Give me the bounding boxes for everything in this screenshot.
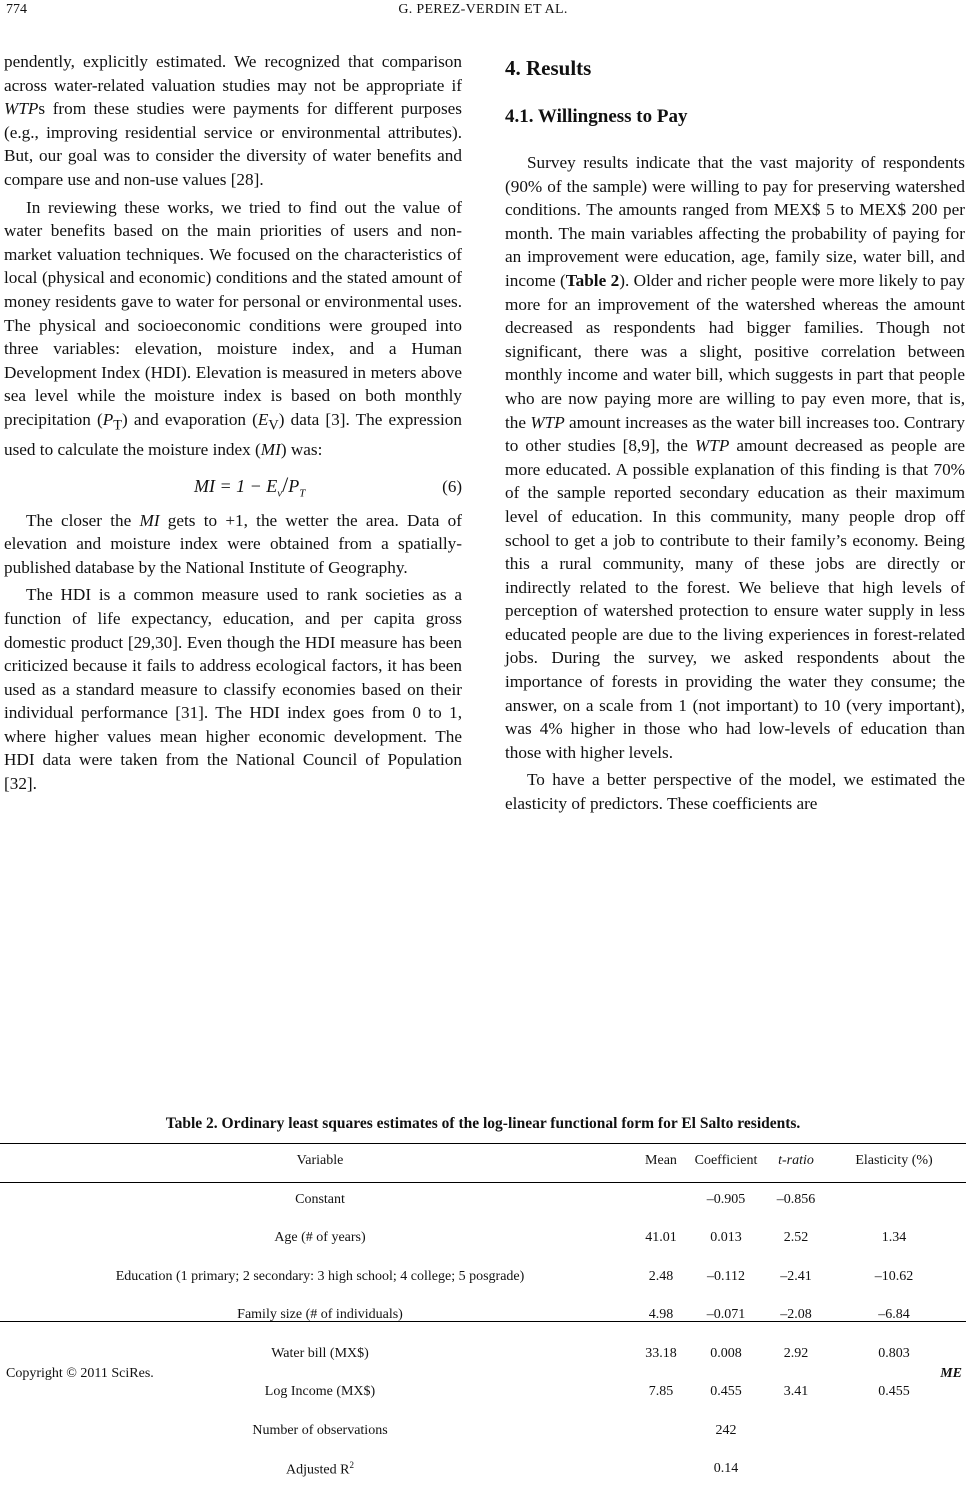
- left-column: [4, 50, 462, 796]
- table-cell: 7.85: [648, 1384, 674, 1400]
- table-cell: 3.41: [783, 1384, 809, 1400]
- table-cell: 2.52: [783, 1230, 809, 1246]
- text: Survey results indicate that the vast majority of respondents (90% of the sample) were willing to pay for preserving watershed conditions. The amounts ranged from MEX$ 5 to MEX$ 200 per month. The main variables affecting the probability of paying for an improvement were education, age, family size, water bill, and income (: [505, 153, 965, 290]
- journal-abbrev: ME: [940, 1366, 962, 1381]
- text: T: [299, 487, 306, 500]
- paragraph: [4, 509, 462, 580]
- table-cell: –6.84: [878, 1307, 910, 1323]
- table-reference: Table 2: [565, 270, 620, 290]
- text: P: [102, 409, 114, 429]
- paragraph: [4, 50, 462, 192]
- text: gets to +1, the wetter the area. Data of elevation and moisture index were obtained from a spatially-published database by the National Institute of Geography.: [4, 510, 462, 577]
- text: amount increases as the water bill increases too. Contrary to other studies [8,9], the: [505, 412, 965, 456]
- paragraph: The HDI is a common measure used to rank societies as a function of life expectancy, education, and per capita gross domestic product [29,30]. Even though the HDI measure has been criticized because it fails to address ecological factors, it has been used as a standard measure to classify economies based on their individual performance [31]. The HDI index goes from 0 to 1, where higher values mean higher economic development. The HDI data were taken from the National Council of Population [32].: [4, 585, 462, 794]
- copyright: Copyright © 2011 SciRes.: [6, 1366, 154, 1381]
- text: Adjusted R: [286, 1462, 350, 1478]
- table-cell: 33.18: [645, 1345, 677, 1361]
- table-cell: 0.803: [878, 1345, 910, 1361]
- table-cell: Age (# of years): [274, 1230, 366, 1246]
- text: E: [257, 409, 269, 429]
- table-cell: 1.34: [881, 1230, 907, 1246]
- text: WTP: [694, 436, 730, 456]
- text: WTP: [4, 99, 39, 119]
- table-cell: Water bill (MX$): [271, 1345, 369, 1361]
- table-cell: 2.92: [783, 1345, 809, 1361]
- table-cell: [822, 1181, 966, 1220]
- table-cell: 2.48: [648, 1268, 674, 1284]
- table-row: [0, 1258, 966, 1297]
- table-cell: Education (1 primary; 2 secondary: 3 high school; 4 college; 5 posgrade): [115, 1268, 525, 1284]
- paragraph: [4, 196, 462, 462]
- col-header: Elasticity (%): [855, 1153, 933, 1169]
- table-row: [0, 1296, 966, 1335]
- col-header: Coefficient: [694, 1153, 758, 1169]
- table-cell: [0, 1450, 640, 1489]
- text: MI: [260, 439, 281, 459]
- paragraph: [505, 151, 965, 764]
- equation-body: MI = $1 - E_v/P_T$: [194, 471, 306, 500]
- table-cell: –2.41: [780, 1268, 812, 1284]
- running-head: G. PEREZ-VERDIN ET AL.: [398, 2, 568, 17]
- table-cell: 0.14: [713, 1461, 739, 1477]
- right-column: [505, 50, 965, 816]
- paragraph: To have a better perspective of the model, we estimated the elasticity of predictors. These coefficients are: [505, 770, 965, 814]
- text: MI = 1 − E: [194, 475, 278, 496]
- table-cell: –0.905: [706, 1191, 746, 1207]
- table-cell: –0.856: [776, 1191, 816, 1207]
- text: s from these studies were payments for different purposes (e.g., improving residential service or environmental attributes). But, our goal was to consider the diversity of water benefits and compare use and non-use values [28].: [4, 99, 462, 189]
- table-header-row: [0, 1142, 966, 1181]
- page-number: 774: [6, 2, 27, 17]
- col-header: t-ratio: [778, 1153, 814, 1169]
- table-cell: 4.98: [648, 1307, 674, 1323]
- text: ) data [3]. The expression used to calculate the moisture index (: [4, 409, 462, 459]
- text: The closer the: [26, 510, 140, 530]
- table-cell: –10.62: [874, 1268, 914, 1284]
- table-cell: Family size (# of individuals): [237, 1307, 403, 1323]
- table-row: [0, 1412, 966, 1451]
- text: P: [288, 475, 300, 496]
- text: pendently, explicitly estimated. We recognized that comparison across water-related valuation studies may not be appropriate if: [4, 52, 462, 95]
- table-caption: Table 2. Ordinary least squares estimates of the log-linear functional form for El Salto residents.: [165, 1115, 801, 1132]
- table-cell: 0.008: [710, 1345, 742, 1361]
- table-cell: 41.01: [645, 1230, 677, 1246]
- table-cell: –0.071: [706, 1307, 746, 1323]
- subsection-title: 4.1. Willingness to Pay: [505, 106, 688, 127]
- text: MI: [139, 510, 160, 530]
- equation-number: (6): [442, 476, 462, 496]
- text: ) was:: [280, 439, 323, 459]
- table-cell: –2.08: [780, 1307, 812, 1323]
- equation: [4, 469, 462, 505]
- table-cell: Constant: [295, 1191, 345, 1207]
- text: ). Older and richer people were more likely to pay more for an improvement of the watershed whereas the amount decreased as respondents had bigger families. Though not significant, there was a slight, positive correlation between monthly income and water bill, which suggests in part that people who are now paying more are willing to pay even more, that is, the: [505, 270, 965, 432]
- table-cell: 242: [715, 1422, 737, 1438]
- text: T: [113, 417, 123, 434]
- table-cell: Log Income (MX$): [264, 1384, 376, 1400]
- table-row: [0, 1181, 966, 1220]
- table-cell: –0.112: [707, 1268, 745, 1284]
- text: In reviewing these works, we tried to find out the value of water benefits based on the main priorities of users and non-market valuation techniques. We focused on the characteristics of local (physical and economic) conditions and the stated amount of money residents gave to water for personal or environmental uses. The physical and socioeconomic conditions were grouped into three variables: elevation, moisture index, and a Human Development Index (HDI). Elevation is measured in meters above sea level while the moisture index is based on both monthly precipitation (: [4, 197, 462, 429]
- section-title: 4. Results: [505, 56, 592, 80]
- table-cell: 0.455: [878, 1384, 910, 1400]
- table-cell: 0.455: [710, 1384, 742, 1400]
- col-header: Variable: [296, 1153, 344, 1169]
- col-header: Mean: [645, 1153, 677, 1169]
- results-table: [0, 1142, 966, 1489]
- text: amount decreased as people are more educated. A possible explanation of this finding is that 70% of the sample reported secondary education as their maximum level of education. In this community, many people drop off school to get a job to contribute to their family’s economy. Being this a rural community, many of these jobs are directly or indirectly related to the forest. We believe that high levels of perception of watershed protection to ensure water supply in less educated people are due to the living experiences in forest-related jobs. During the survey, we asked respondents about the importance of forests in providing the water they consume; the answer, on a scale from 1 (not important) to 10 (very important), was 4% higher in those who had low-levels of education than those with higher levels.: [505, 436, 965, 762]
- table-row: [0, 1219, 966, 1258]
- table-cell: 0.013: [710, 1230, 742, 1246]
- table-cell: Number of observations: [252, 1422, 388, 1438]
- text: WTP: [530, 412, 565, 432]
- table-row: [0, 1450, 966, 1489]
- text: 2: [349, 1459, 354, 1470]
- table-cell: [640, 1181, 682, 1220]
- text: ) and evaporation (: [122, 409, 258, 429]
- text: V: [268, 417, 279, 434]
- text: v: [277, 487, 283, 500]
